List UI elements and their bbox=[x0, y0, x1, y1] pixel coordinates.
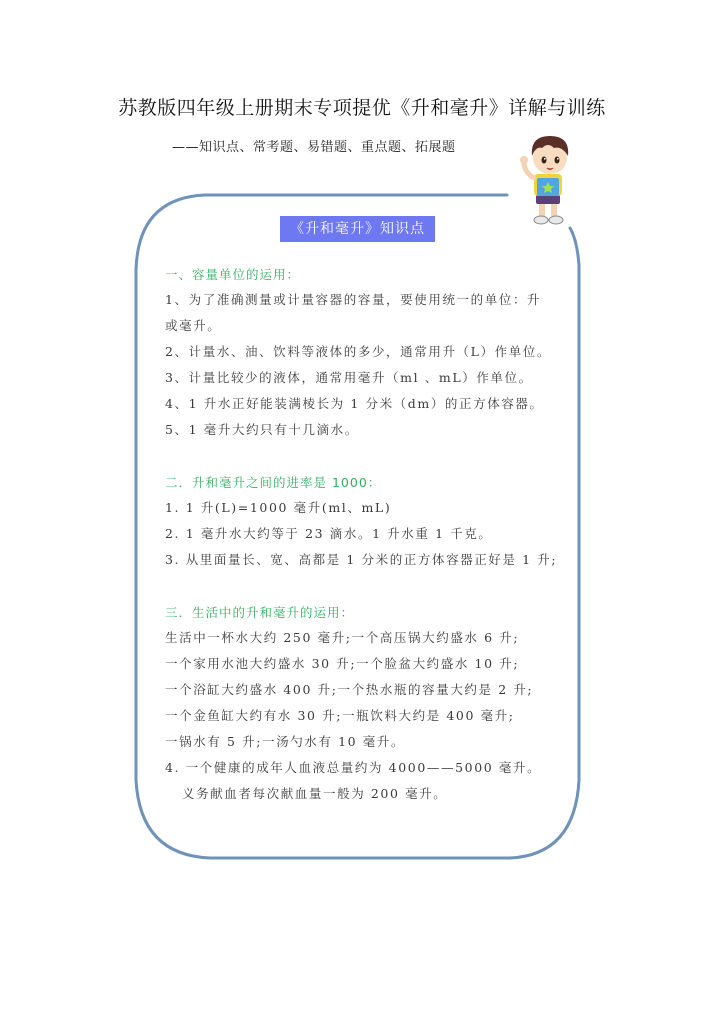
section-2 bbox=[165, 471, 565, 573]
text-line: 1、为了准确测量或计量容器的容量，要使用统一的单位：升 bbox=[165, 292, 542, 307]
knowledge-content bbox=[165, 263, 565, 807]
text-line: 一个家用水池大约盛水 30 升;一个脸盆大约盛水 10 升; bbox=[165, 656, 520, 671]
page-title: 苏教版四年级上册期末专项提优《升和毫升》详解与训练 bbox=[118, 97, 606, 119]
text-line: 2、计量水、油、饮料等液体的多少，通常用升（L）作单位。 bbox=[165, 344, 552, 359]
text-line: 2. 1 毫升水大约等于 23 滴水。1 升水重 1 千克。 bbox=[165, 526, 493, 541]
text-line: 生活中一杯水大约 250 毫升;一个高压锅大约盛水 6 升; bbox=[165, 630, 520, 645]
section-heading: 三．生活中的升和毫升的运用： bbox=[165, 605, 355, 620]
text-line: 1. 1 升(L)=1000 毫升(ml、mL) bbox=[165, 500, 392, 515]
text-line: 3. 从里面量长、宽、高都是 1 分米的正方体容器正好是 1 升; bbox=[165, 552, 558, 567]
text-line: 一个浴缸大约盛水 400 升;一个热水瓶的容量大约是 2 升; bbox=[165, 682, 534, 697]
text-line: 4. 一个健康的成年人血液总量约为 4000——5000 毫升。 bbox=[165, 760, 542, 775]
section-1 bbox=[165, 263, 565, 443]
text-line: 一个金鱼缸大约有水 30 升;一瓶饮料大约是 400 毫升; bbox=[165, 708, 515, 723]
text-line: 3、计量比较少的液体，通常用毫升（ml 、mL）作单位。 bbox=[165, 370, 533, 385]
cartoon-boy-waving-icon bbox=[512, 128, 582, 228]
section-3 bbox=[165, 601, 565, 807]
page-subtitle: ——知识点、常考题、易错题、重点题、拓展题 bbox=[172, 140, 456, 155]
text-line: 一锅水有 5 升;一汤勺水有 10 毫升。 bbox=[165, 734, 406, 749]
text-line: 5、1 毫升大约只有十几滴水。 bbox=[165, 422, 359, 437]
spacer bbox=[165, 573, 565, 601]
section-heading: 二．升和毫升之间的进率是 1000： bbox=[165, 475, 382, 490]
text-line: 义务献血者每次献血量一般为 200 毫升。 bbox=[182, 786, 448, 801]
section-banner: 《升和毫升》知识点 bbox=[280, 216, 435, 242]
text-line: 或毫升。 bbox=[165, 318, 222, 333]
spacer bbox=[165, 443, 565, 471]
section-heading: 一、容量单位的运用： bbox=[165, 267, 301, 282]
text-line: 4、1 升水正好能装满棱长为 1 分米（dm）的正方体容器。 bbox=[165, 396, 544, 411]
